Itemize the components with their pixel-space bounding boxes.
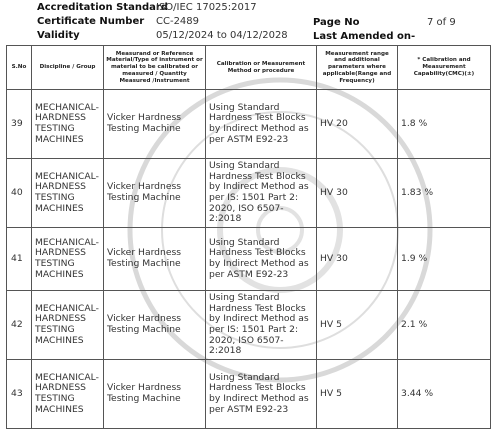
- cell-discipline: MECHANICAL- HARDNESS TESTING MACHINES: [32, 90, 104, 159]
- cell-discipline: MECHANICAL- HARDNESS TESTING MACHINES: [32, 291, 104, 360]
- cell-method: Using Standard Hardness Test Blocks by Indirect Method as per IS: 1501 Part 2: 2020, ISO 6507-2:2018: [206, 159, 317, 228]
- table-row: [7, 228, 491, 291]
- page-number-label: Page No: [313, 17, 360, 28]
- cell-instrument: Vicker Hardness Testing Machine: [104, 291, 206, 360]
- accreditation-standard-label: Accreditation Standard: [37, 2, 168, 13]
- table-row: [7, 159, 491, 228]
- cell-range: HV 30: [317, 228, 398, 291]
- cell-instrument: Vicker Hardness Testing Machine: [104, 159, 206, 228]
- cell-sno: 41: [7, 228, 32, 291]
- cell-method: Using Standard Hardness Test Blocks by Indirect Method as per IS: 1501 Part 2: 2020, ISO 6507-2:2018: [206, 291, 317, 360]
- cell-cmc: 2.1 %: [398, 291, 491, 360]
- cell-discipline: MECHANICAL- HARDNESS TESTING MACHINES: [32, 228, 104, 291]
- cell-range: HV 30: [317, 159, 398, 228]
- validity-label: Validity: [37, 30, 80, 41]
- table-row: [7, 291, 491, 360]
- cell-discipline: MECHANICAL- HARDNESS TESTING MACHINES: [32, 159, 104, 228]
- cell-method: Using Standard Hardness Test Blocks by Indirect Method as per ASTM E92-23: [206, 228, 317, 291]
- column-header-measurand: Measurand or Reference Material/Type of instrument or material to be calibrated or measured / Quantity Measured /Instrument: [104, 46, 206, 90]
- validity-value: 05/12/2024 to 04/12/2028: [156, 30, 288, 41]
- table-header-row: [7, 46, 491, 90]
- cell-instrument: Vicker Hardness Testing Machine: [104, 360, 206, 429]
- scope-table: [6, 45, 491, 429]
- cell-cmc: 1.8 %: [398, 90, 491, 159]
- cell-method: Using Standard Hardness Test Blocks by Indirect Method as per ASTM E92-23: [206, 360, 317, 429]
- cell-sno: 40: [7, 159, 32, 228]
- certificate-number-value: CC-2489: [156, 16, 200, 27]
- cell-sno: 43: [7, 360, 32, 429]
- cell-discipline: MECHANICAL- HARDNESS TESTING MACHINES: [32, 360, 104, 429]
- cell-instrument: Vicker Hardness Testing Machine: [104, 90, 206, 159]
- column-header-range: Measurement range and additional parameters where applicable(Range and Frequency): [317, 46, 398, 90]
- cell-cmc: 1.83 %: [398, 159, 491, 228]
- cell-range: HV 20: [317, 90, 398, 159]
- cell-instrument: Vicker Hardness Testing Machine: [104, 228, 206, 291]
- cell-sno: 42: [7, 291, 32, 360]
- certificate-number-label: Certificate Number: [37, 16, 145, 27]
- cell-cmc: 1.9 %: [398, 228, 491, 291]
- cell-range: HV 5: [317, 360, 398, 429]
- cell-sno: 39: [7, 90, 32, 159]
- column-header-method: Calibration or Measurement Method or procedure: [206, 46, 317, 90]
- last-amended-label: Last Amended on-: [313, 31, 416, 42]
- page-number-value: 7 of 9: [427, 17, 456, 28]
- table-row: [7, 90, 491, 159]
- cell-cmc: 3.44 %: [398, 360, 491, 429]
- column-header-cmc: * Calibration and Measurement Capability(CMC)(±): [398, 46, 491, 90]
- cell-method: Using Standard Hardness Test Blocks by Indirect Method as per ASTM E92-23: [206, 90, 317, 159]
- column-header-sno: S.No: [7, 46, 32, 90]
- table-row: [7, 360, 491, 429]
- accreditation-standard-value: ISO/IEC 17025:2017: [156, 2, 257, 13]
- cell-range: HV 5: [317, 291, 398, 360]
- column-header-discipline: Discipline / Group: [32, 46, 104, 90]
